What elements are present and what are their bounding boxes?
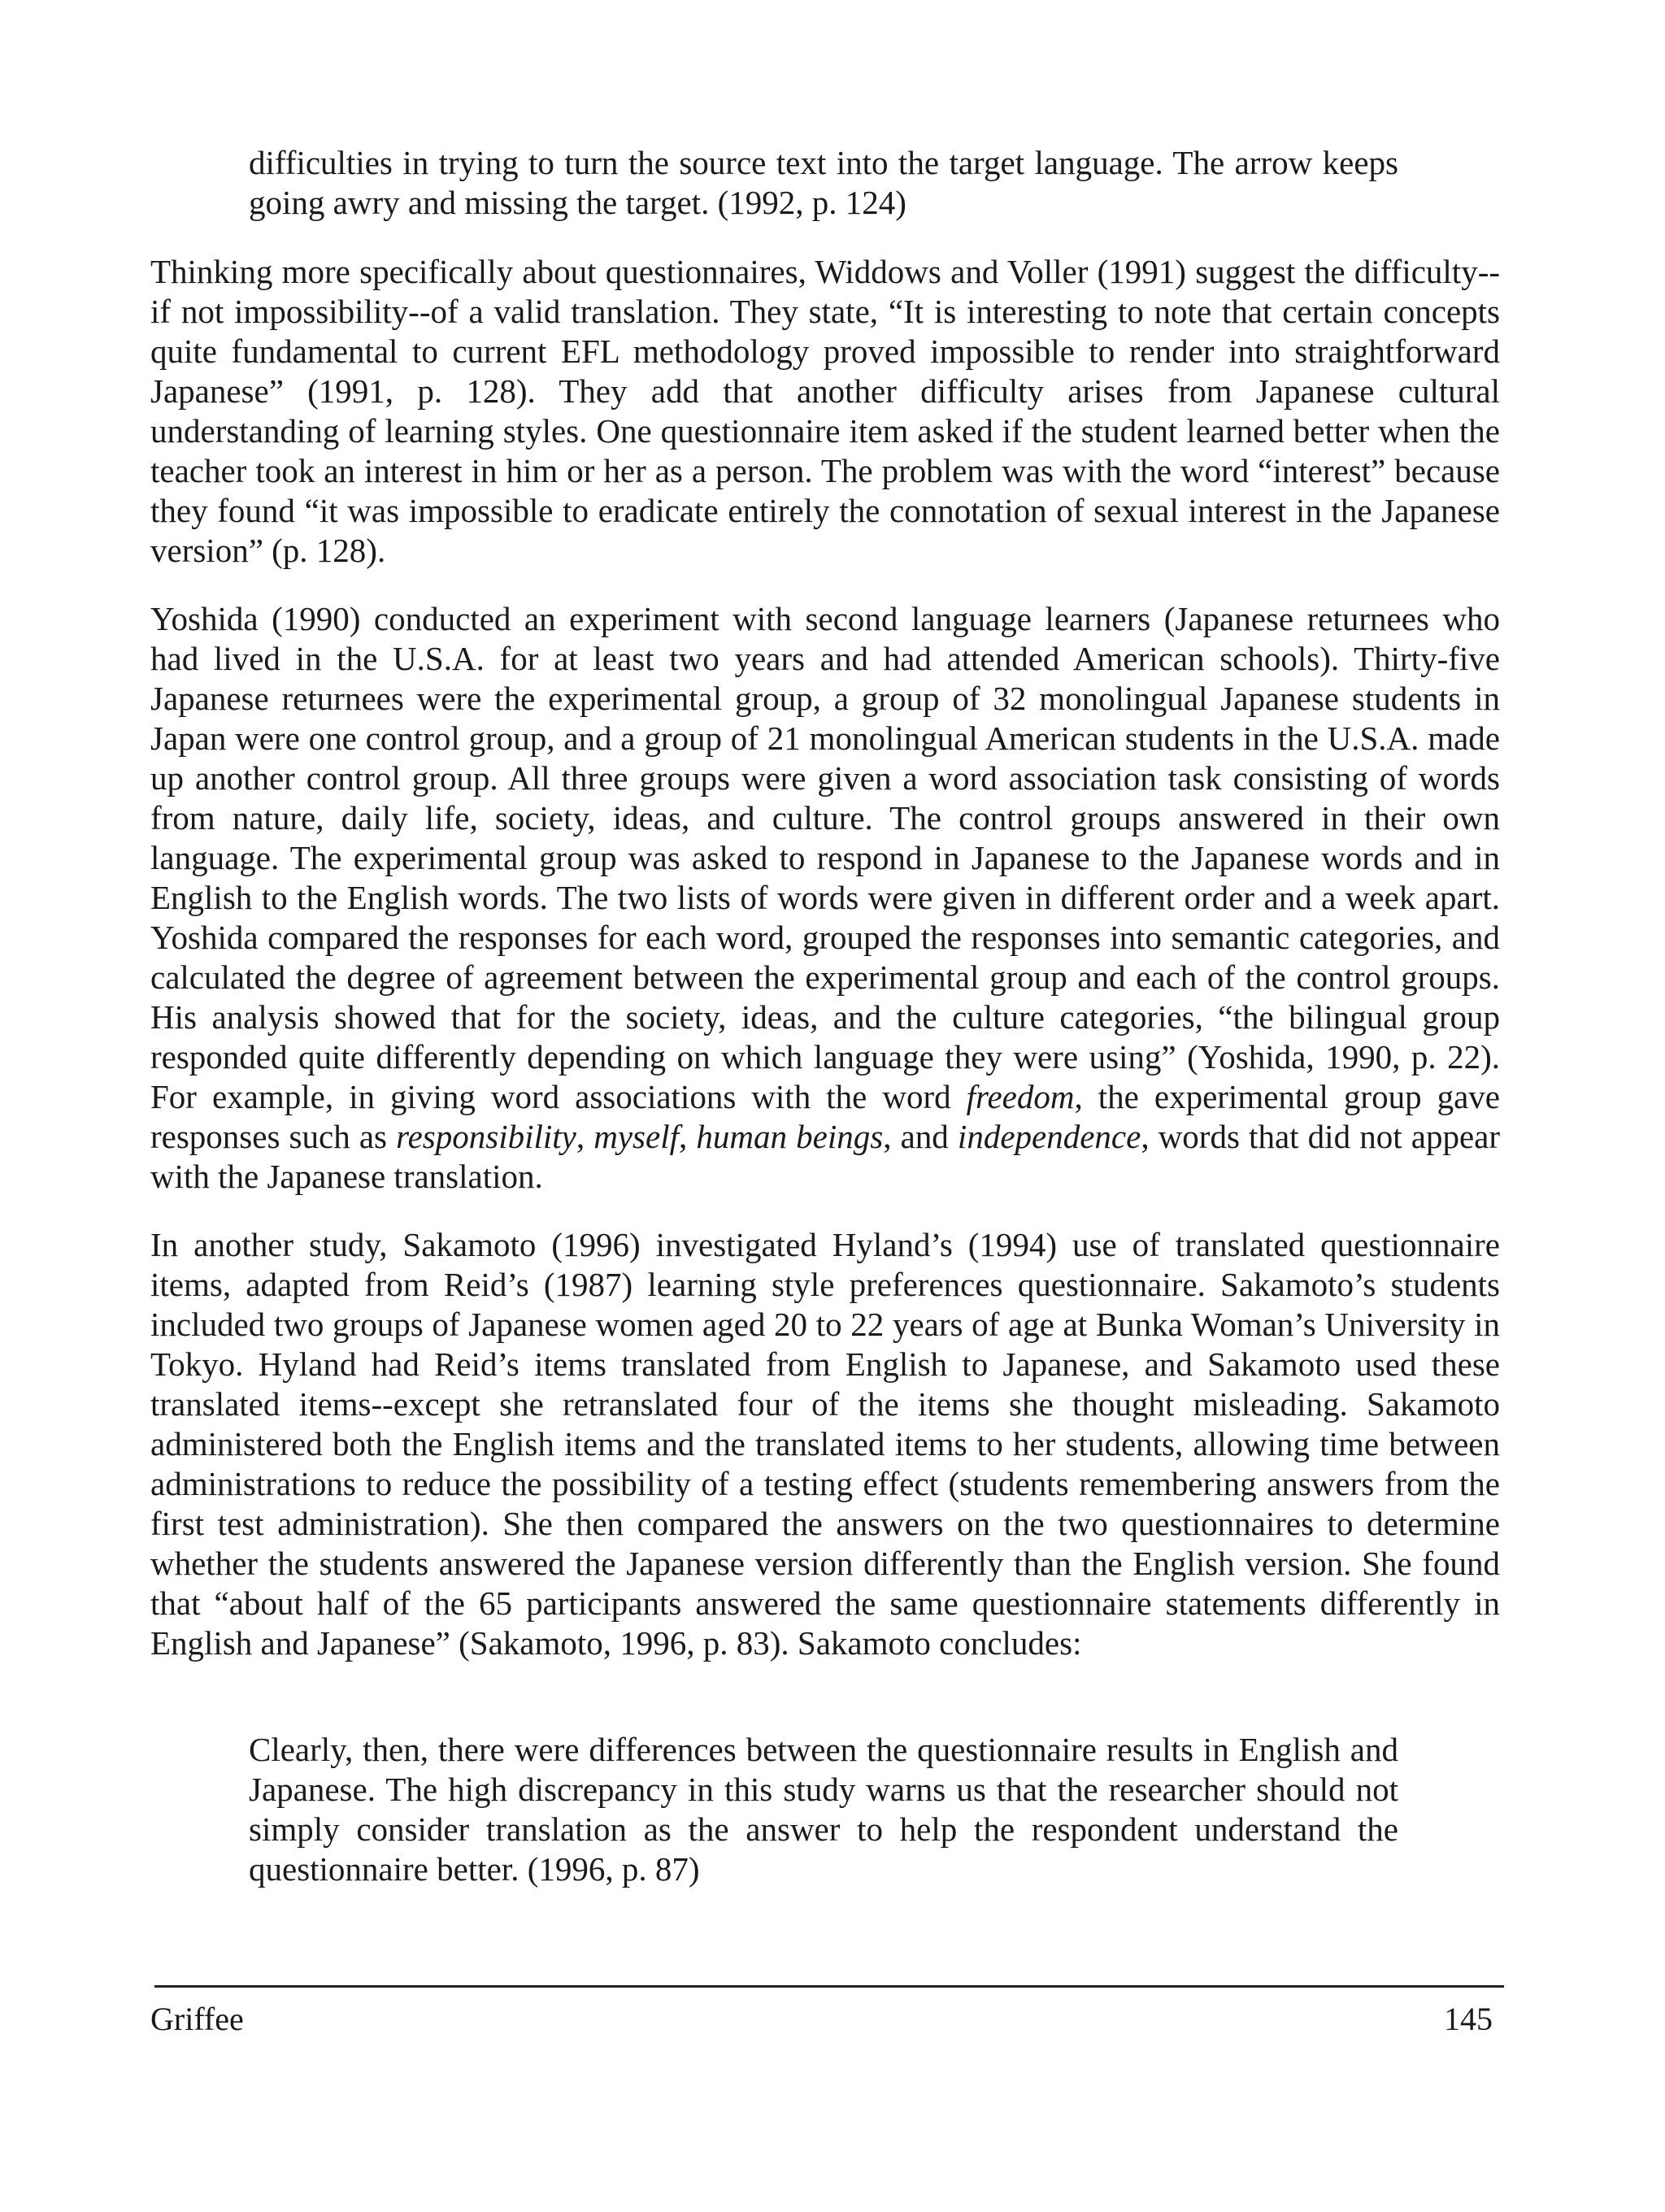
paragraph-widdows-voller: Thinking more specifically about questionnaires, Widdows and Voller (1991) suggest the difficulty--if not impossibility--of a valid translation. They state, “It is interesting to note that certain concepts quite fundamental to current EFL methodology proved impossible to render into straightforward Japanese” (1991, p. 128). They add that another difficulty arises from Japanese cultural understanding of learning styles. One questionnaire item asked if the student learned better when the teacher took an interest in him or her as a person. The problem was with the word “interest” because they found “it was impossible to eradicate entirely the connotation of sexual interest in the Japanese version” (p. 128). bbox=[150, 253, 1500, 569]
yoshida-text-c: , and bbox=[883, 1118, 958, 1155]
yoshida-sep2: , bbox=[679, 1118, 697, 1155]
footer-author: Griffee bbox=[150, 2001, 244, 2037]
yoshida-sep1: , bbox=[576, 1118, 594, 1155]
yoshida-italic-responsibility: responsibility bbox=[396, 1118, 576, 1155]
yoshida-text-d: , words that did not appear with the Japanese translation. bbox=[150, 1118, 1500, 1195]
yoshida-italic-freedom: freedom bbox=[966, 1078, 1075, 1115]
block-quote-bottom: Clearly, then, there were differences between the questionnaire results in English and Japanese. The high discrepancy in this study warns us that the researcher should not simply consider translation as the answer to help the respondent understand the questionnaire better. (1996, p. 87) bbox=[249, 1731, 1398, 1888]
yoshida-italic-human-beings: human beings bbox=[696, 1118, 884, 1155]
yoshida-italic-independence: independence bbox=[957, 1118, 1141, 1155]
footer-divider bbox=[154, 1985, 1504, 1988]
block-quote-top: difficulties in trying to turn the source text into the target language. The arrow keeps going awry and missing the target. (1992, p. 124) bbox=[249, 144, 1398, 221]
paragraph-yoshida bbox=[150, 599, 1500, 1197]
yoshida-italic-myself: myself bbox=[593, 1118, 679, 1155]
yoshida-text-a: Yoshida (1990) conducted an experiment with second language learners (Japanese returnees who had lived in the U.S.A. for at least two years and had attended American schools). Thirty-five Japanese returnees were the experimental group, a group of 32 monolingual Japanese students in Japan were one control group, and a group of 21 monolingual American students in the U.S.A. made up another control group. All three groups were given a word association task consisting of words from nature, daily life, society, ideas, and culture. The control groups answered in their own language. The experimental group was asked to respond in Japanese to the Japanese words and in English to the English words. The two lists of words were given in different order and a week apart. Yoshida compared the responses for each word, grouped the responses into semantic categories, and calculated the degree of agreement between the experimental group and each of the control groups. His analysis showed that for the society, ideas, and the culture categories, “the bilingual group responded quite differently depending on which language they were using” (Yoshida, 1990, p. 22). For example, in giving word associations with the word bbox=[150, 600, 1500, 1115]
footer-page-number: 145 bbox=[1444, 2001, 1493, 2037]
paragraph-sakamoto: In another study, Sakamoto (1996) investigated Hyland’s (1994) use of translated questionnaire items, adapted from Reid’s (1987) learning style preferences questionnaire. Sakamoto’s students included two groups of Japanese women aged 20 to 22 years of age at Bunka Woman’s University in Tokyo. Hyland had Reid’s items translated from English to Japanese, and Sakamoto used these translated items--except she retranslated four of the items she thought misleading. Sakamoto administered both the English items and the translated items to her students, allowing time between administrations to reduce the possibility of a testing effect (students remembering answers from the first test administration). She then compared the answers on the two questionnaires to determine whether the students answered the Japanese version differently than the English version. She found that “about half of the 65 participants answered the same questionnaire statements differently in English and Japanese” (Sakamoto, 1996, p. 83). Sakamoto concludes: bbox=[150, 1226, 1500, 1662]
yoshida-text-b: , the experimental group gave responses such as bbox=[150, 1078, 1500, 1155]
